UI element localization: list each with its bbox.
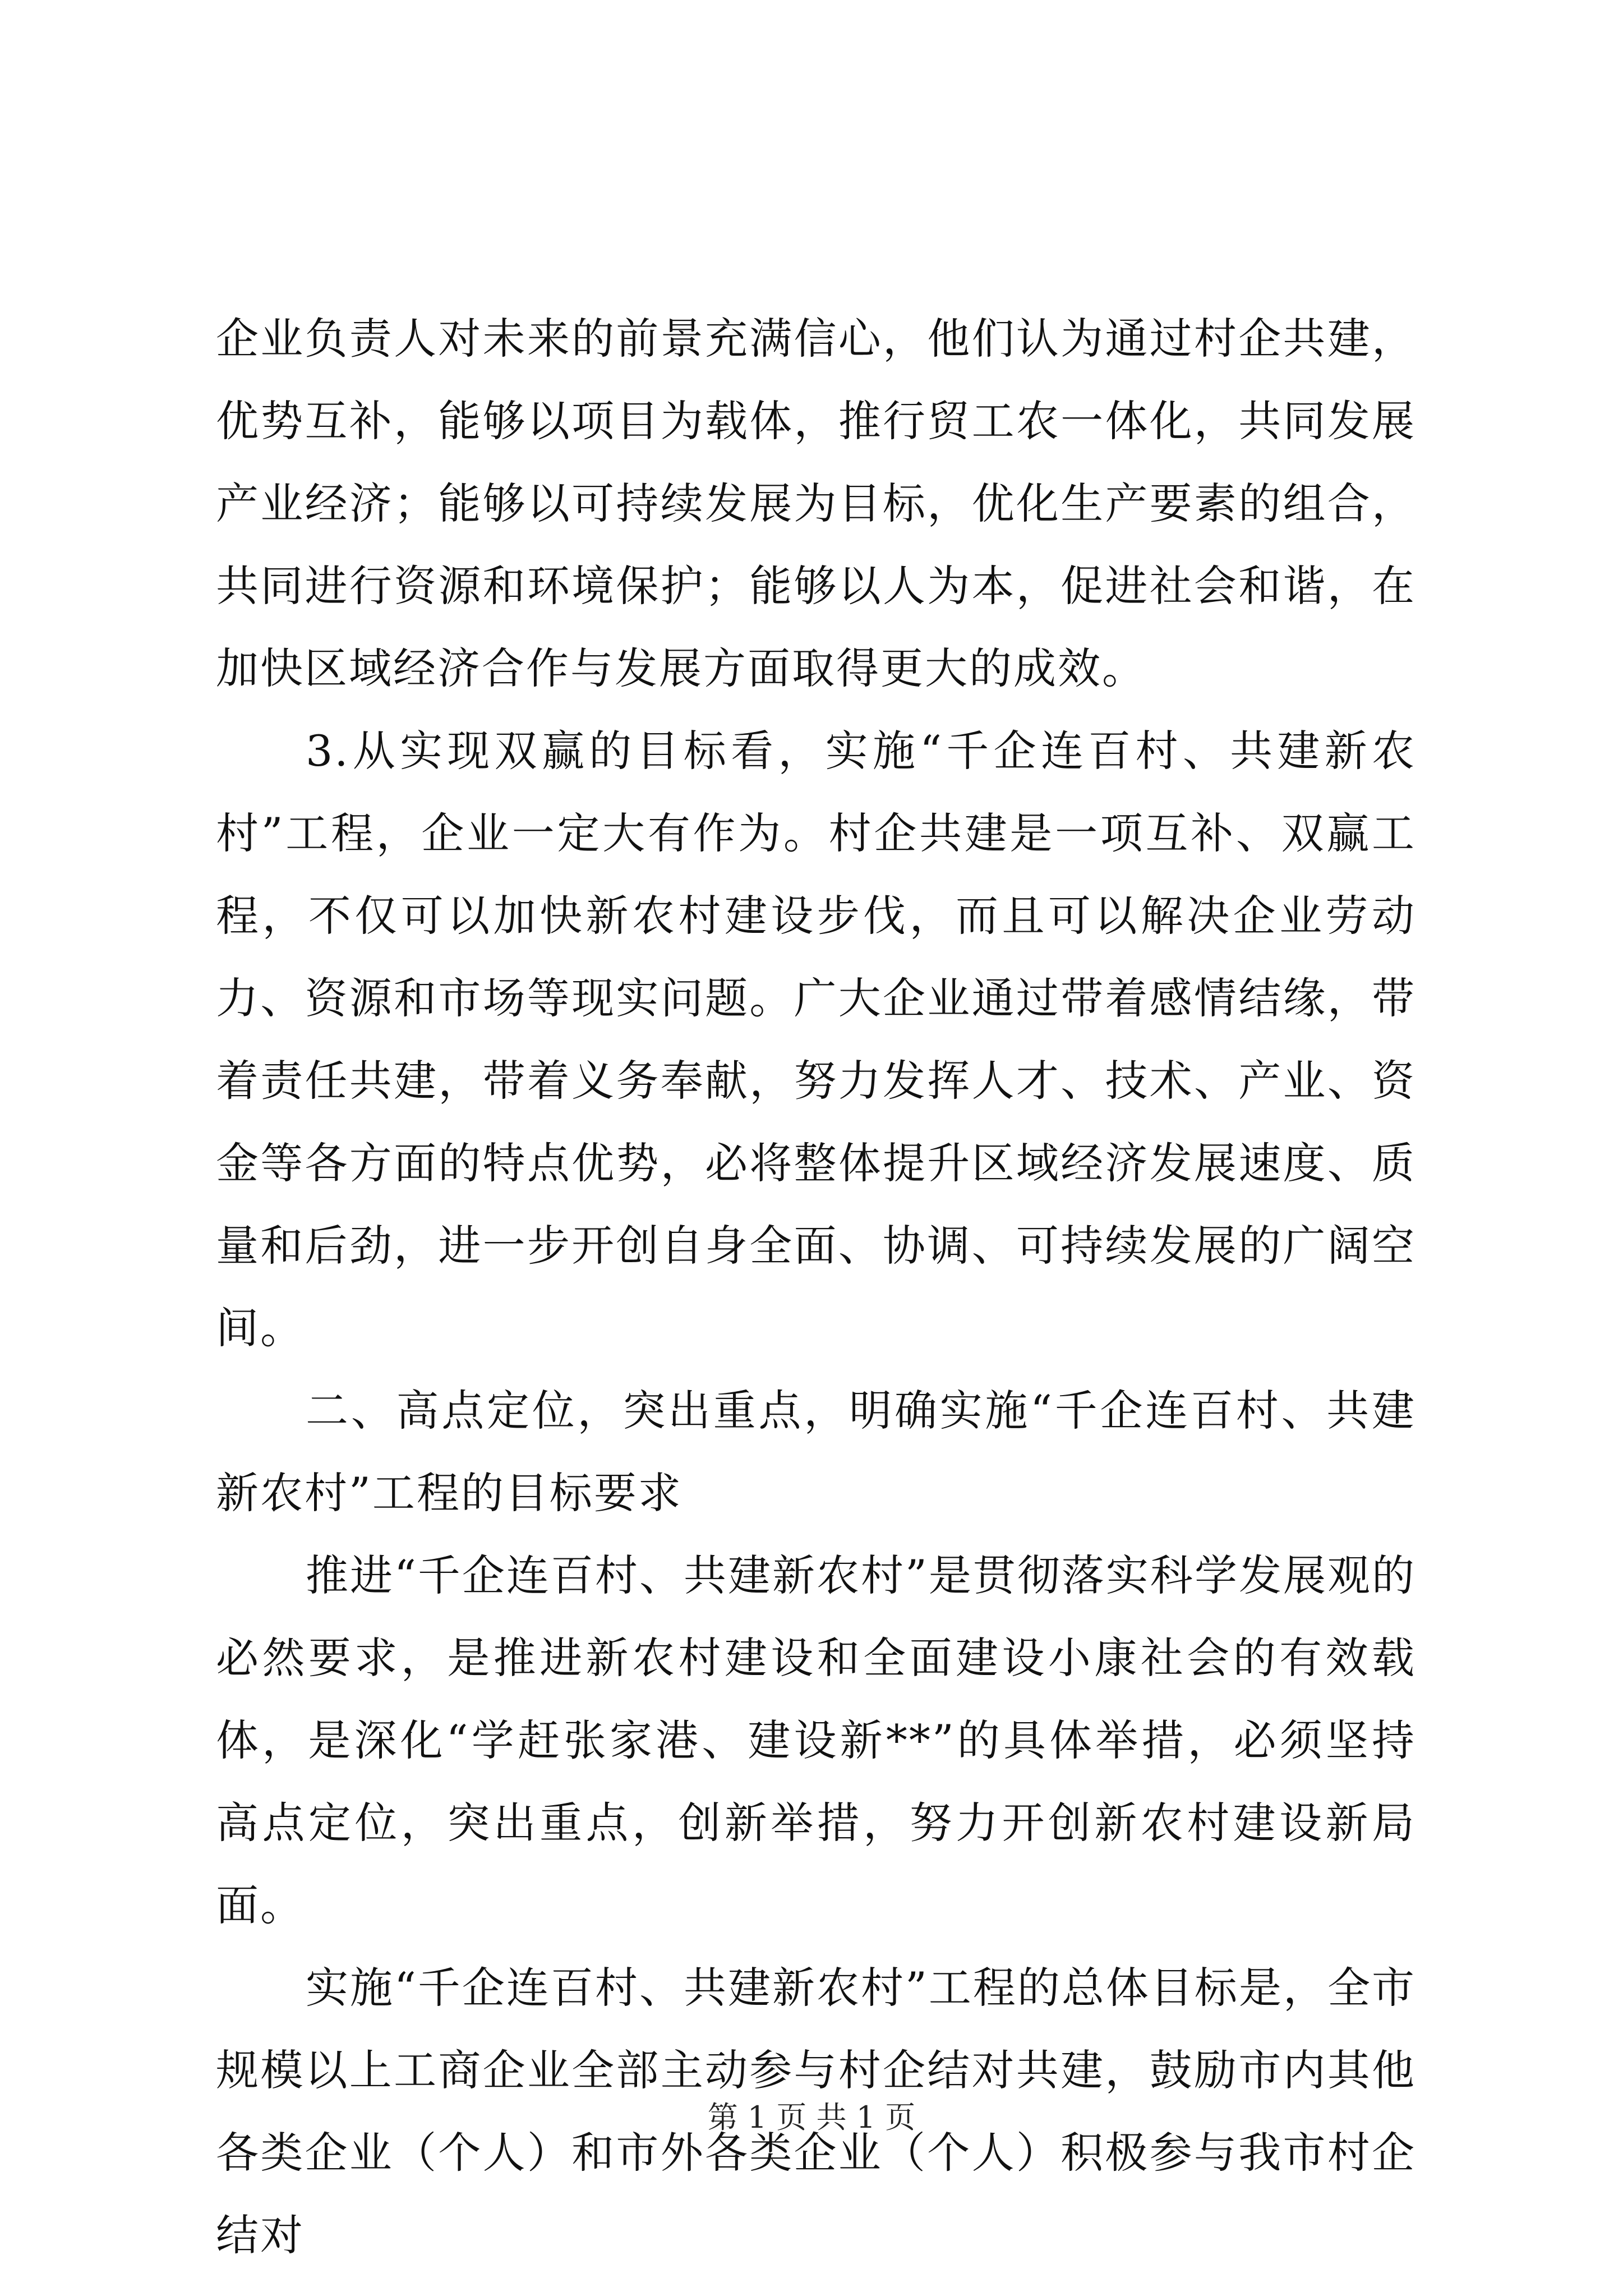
- document-body: [216, 297, 1416, 2276]
- page-footer: 第 1 页 共 1 页: [707, 2100, 916, 2135]
- paragraph-requirement: 推进“千企连百村、共建新农村”是贯彻落实科学发展观的必然要求，是推进新农村建设和全面建设小康社会的有效载体，是深化“学赶张家港、建设新**”的具体举措，必须坚持高点定位，突出重点，创新举措，努力开创新农村建设新局面。: [216, 1550, 1416, 1930]
- paragraph-point-3: 3.从实现双赢的目标看，实施“千企连百村、共建新农村”工程，企业一定大有作为。村企共建是一项互补、双赢工程，不仅可以加快新农村建设步伐，而且可以解决企业劳动力、资源和市场等现实问题。广大企业通过带着感情结缘，带着责任共建，带着义务奉献，努力发挥人才、技术、产业、资金等各方面的特点优势，必将整体提升区域经济发展速度、质量和后劲，进一步开创自身全面、协调、可持续发展的广阔空间。: [216, 726, 1416, 1353]
- section-heading-2: 二、高点定位，突出重点，明确实施“千企连百村、共建新农村”工程的目标要求: [216, 1386, 1416, 1518]
- paragraph-continuation: 企业负责人对未来的前景充满信心，他们认为通过村企共建，优势互补，能够以项目为载体，推行贸工农一体化，共同发展产业经济；能够以可持续发展为目标，优化生产要素的组合，共同进行资源和环境保护；能够以人为本，促进社会和谐，在加快区域经济合作与发展方面取得更大的成效。: [216, 314, 1416, 693]
- paragraph-overall-goal: 实施“千企连百村、共建新农村”工程的总体目标是，全市规模以上工商企业全部主动参与村企结对共建，鼓励市内其他各类企业（个人）和市外各类企业（个人）积极参与我市村企结对: [216, 1963, 1416, 2260]
